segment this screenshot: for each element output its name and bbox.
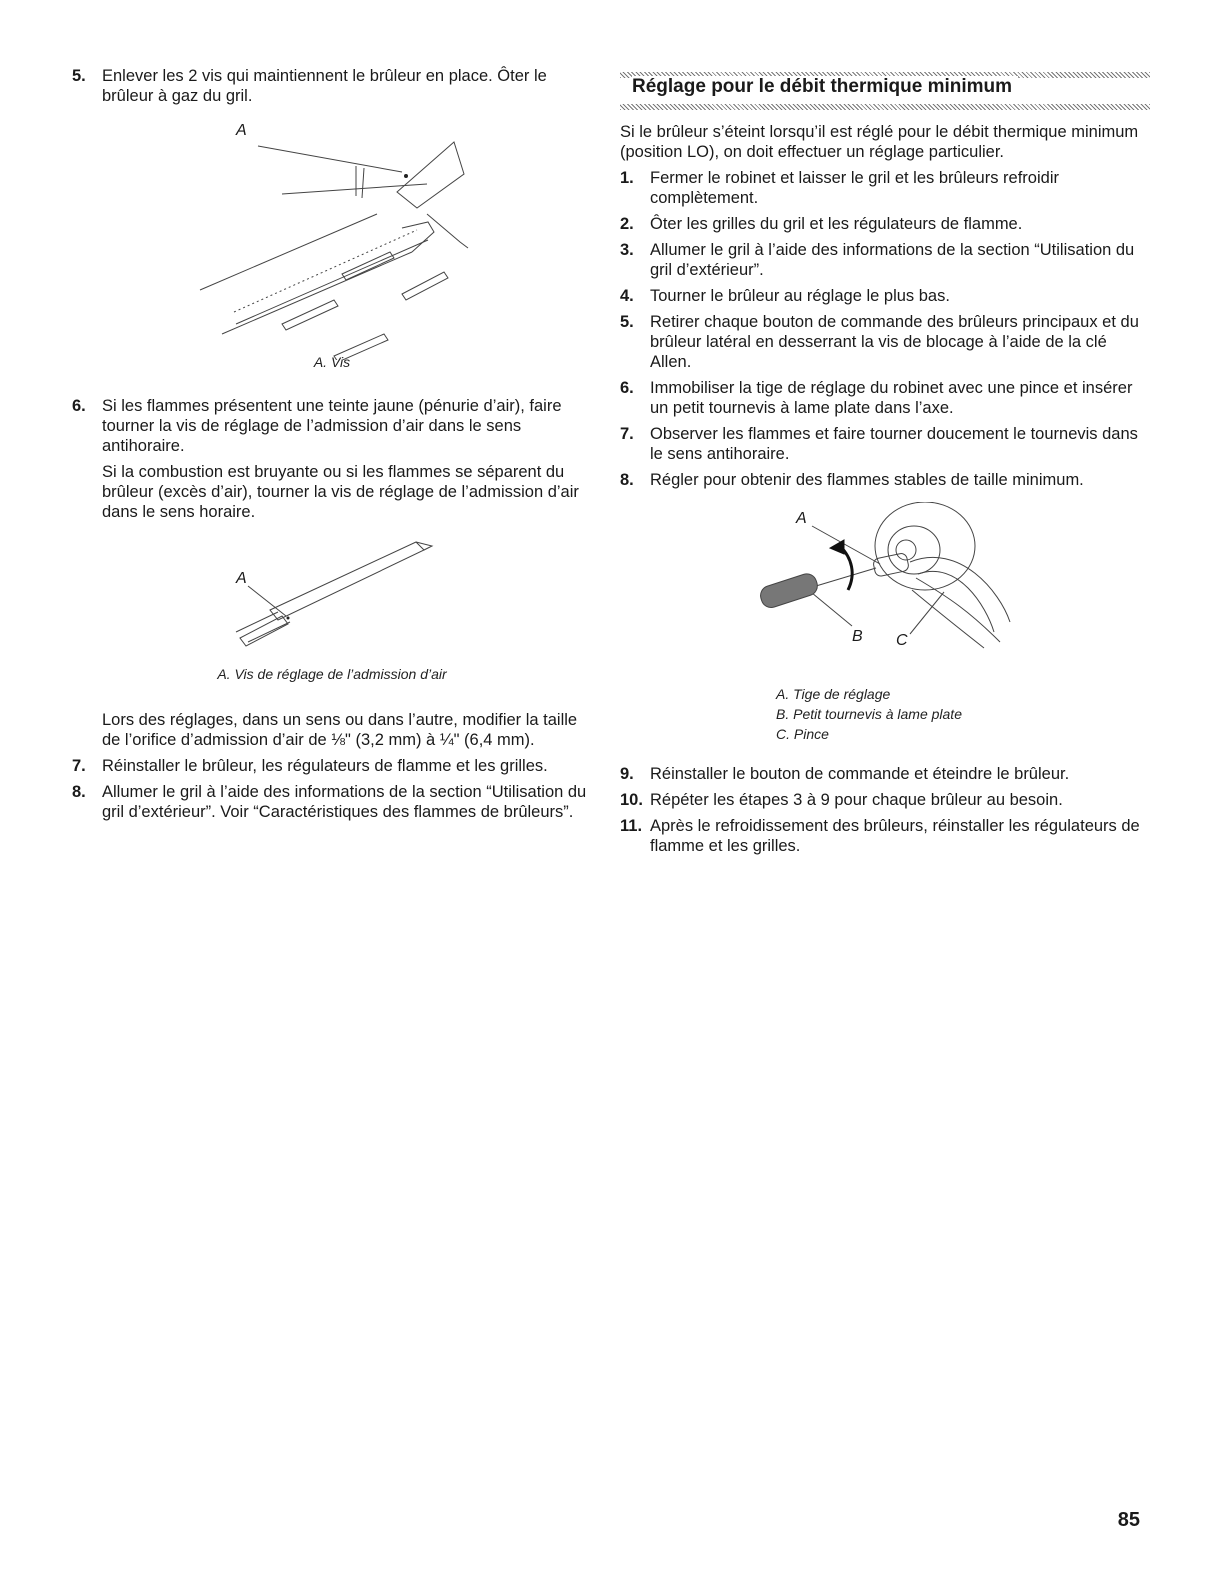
callout-leader-a — [258, 146, 402, 172]
step-text: Allumer le gril à l’aide des informations de la section “Utilisation du gril d’extérieur”. — [650, 241, 1135, 279]
figure-caption: A. Vis de réglage de l’admission d’air — [217, 666, 447, 682]
orifice-note: Lors des réglages, dans un sens ou dans l’autre, modifier la taille de l’orifice d’admission d’air de ⅛" (3,2 mm) à ¼" (6,4 mm). — [102, 711, 578, 749]
step-number: 5. — [72, 67, 86, 85]
screwdriver-handle — [758, 571, 820, 610]
left-column — [72, 66, 592, 828]
step-text: Immobiliser la tige de réglage du robinet avec une pince et insérer un petit tournevis à lame plate dans l’axe. — [650, 379, 1133, 417]
callout-leader-a — [812, 526, 880, 564]
section-title: Réglage pour le débit thermique minimum — [632, 76, 1018, 98]
step-text: Retirer chaque bouton de commande des brûleurs principaux et du brûleur latéral en desserrant la vis de blocage à l’aide de la clé Allen. — [650, 313, 1139, 371]
burner-tube-illustration — [72, 528, 592, 664]
step-text: Tourner le brûleur au réglage le plus bas. — [650, 287, 950, 305]
step-text: Réinstaller le bouton de commande et éteindre le brûleur. — [650, 765, 1070, 783]
step-text: Ôter les grilles du gril et les régulateurs de flamme. — [650, 215, 1023, 233]
step-text: Fermer le robinet et laisser le gril et les brûleurs refroidir complètement. — [650, 169, 1059, 207]
callout-a: A — [236, 122, 247, 139]
figure-valve-adjust — [620, 502, 1150, 684]
right-column — [620, 66, 1150, 862]
step-text: Régler pour obtenir des flammes stables de taille minimum. — [650, 471, 1084, 489]
figure-air-shutter — [72, 528, 592, 664]
section-header — [620, 66, 1150, 110]
list-item — [620, 378, 1150, 418]
list-item — [620, 470, 1150, 490]
step-text: Réinstaller le brûleur, les régulateurs de flamme et les grilles. — [102, 757, 548, 775]
list-item — [620, 816, 1150, 856]
step-7-reinstall — [72, 756, 592, 776]
valve-illustration — [620, 502, 1150, 684]
step-6-flame-adjust — [72, 396, 592, 456]
step-number: 7. — [620, 425, 634, 443]
step-number: 6. — [620, 379, 634, 397]
step-number: 6. — [72, 397, 86, 415]
caption-b: B. Petit tournevis à lame plate — [776, 706, 962, 722]
burner-illustration — [72, 112, 592, 360]
step-6-continued: Si la combustion est bruyante ou si les flammes se séparent du brûleur (excès d’air), tourner la vis de réglage de l’admission d’air dans le sens horaire. — [102, 463, 579, 521]
callout-c: C — [896, 632, 908, 649]
list-item — [620, 168, 1150, 208]
step-text: Observer les flammes et faire tourner doucement le tournevis dans le sens antihoraire. — [650, 425, 1138, 463]
callout-a: A — [236, 570, 247, 587]
list-item — [620, 790, 1150, 810]
slot — [334, 334, 388, 360]
step-text: Allumer le gril à l’aide des informations de la section “Utilisation du gril d’extérieur”. Voir “Caractéristiques des flammes de brûleurs”. — [102, 783, 587, 821]
step-number: 3. — [620, 241, 634, 259]
callout-leader-a — [248, 586, 286, 616]
step-number: 5. — [620, 313, 634, 331]
caption-a: A. Tige de réglage — [776, 686, 891, 702]
callout-leader-c — [910, 592, 944, 634]
list-item — [620, 240, 1150, 280]
step-text: Si les flammes présentent une teinte jaune (pénurie d’air), faire tourner la vis de réglage de l’admission d’air dans le sens antihoraire. — [102, 397, 562, 455]
caption-c: C. Pince — [776, 726, 829, 742]
slot — [402, 272, 448, 300]
section-intro: Si le brûleur s’éteint lorsqu’il est réglé pour le débit thermique minimum (position LO), on doit effectuer un réglage particulier. — [620, 123, 1139, 161]
step-5-remove-burner — [72, 66, 592, 106]
figure-captions — [620, 684, 1150, 744]
list-item — [620, 214, 1150, 234]
step-text: Enlever les 2 vis qui maintiennent le brûleur en place. Ôter le brûleur à gaz du gril. — [102, 67, 547, 105]
callout-a: A — [796, 510, 807, 527]
callout-b: B — [852, 628, 863, 645]
step-8-light-grill — [72, 782, 592, 822]
step-text: Après le refroidissement des brûleurs, réinstaller les régulateurs de flamme et les grilles. — [650, 817, 1140, 855]
figure-caption: A. Vis — [313, 354, 351, 370]
list-item — [620, 424, 1150, 464]
step-number: 8. — [72, 783, 86, 801]
knob-plate — [875, 502, 975, 590]
page-number: 85 — [1117, 1509, 1140, 1531]
list-item — [620, 764, 1150, 784]
step-number: 1. — [620, 169, 634, 187]
step-number: 11. — [620, 817, 643, 835]
step-number: 10. — [620, 791, 643, 809]
step-number: 2. — [620, 215, 634, 233]
figure-burner-screws — [72, 112, 592, 360]
step-text: Répéter les étapes 3 à 9 pour chaque brûleur au besoin. — [650, 791, 1063, 809]
list-item — [620, 286, 1150, 306]
list-item — [620, 312, 1150, 372]
step-number: 7. — [72, 757, 86, 775]
step-number: 9. — [620, 765, 634, 783]
step-number: 8. — [620, 471, 634, 489]
hatch-rule-bottom — [620, 104, 1150, 110]
step-number: 4. — [620, 287, 634, 305]
